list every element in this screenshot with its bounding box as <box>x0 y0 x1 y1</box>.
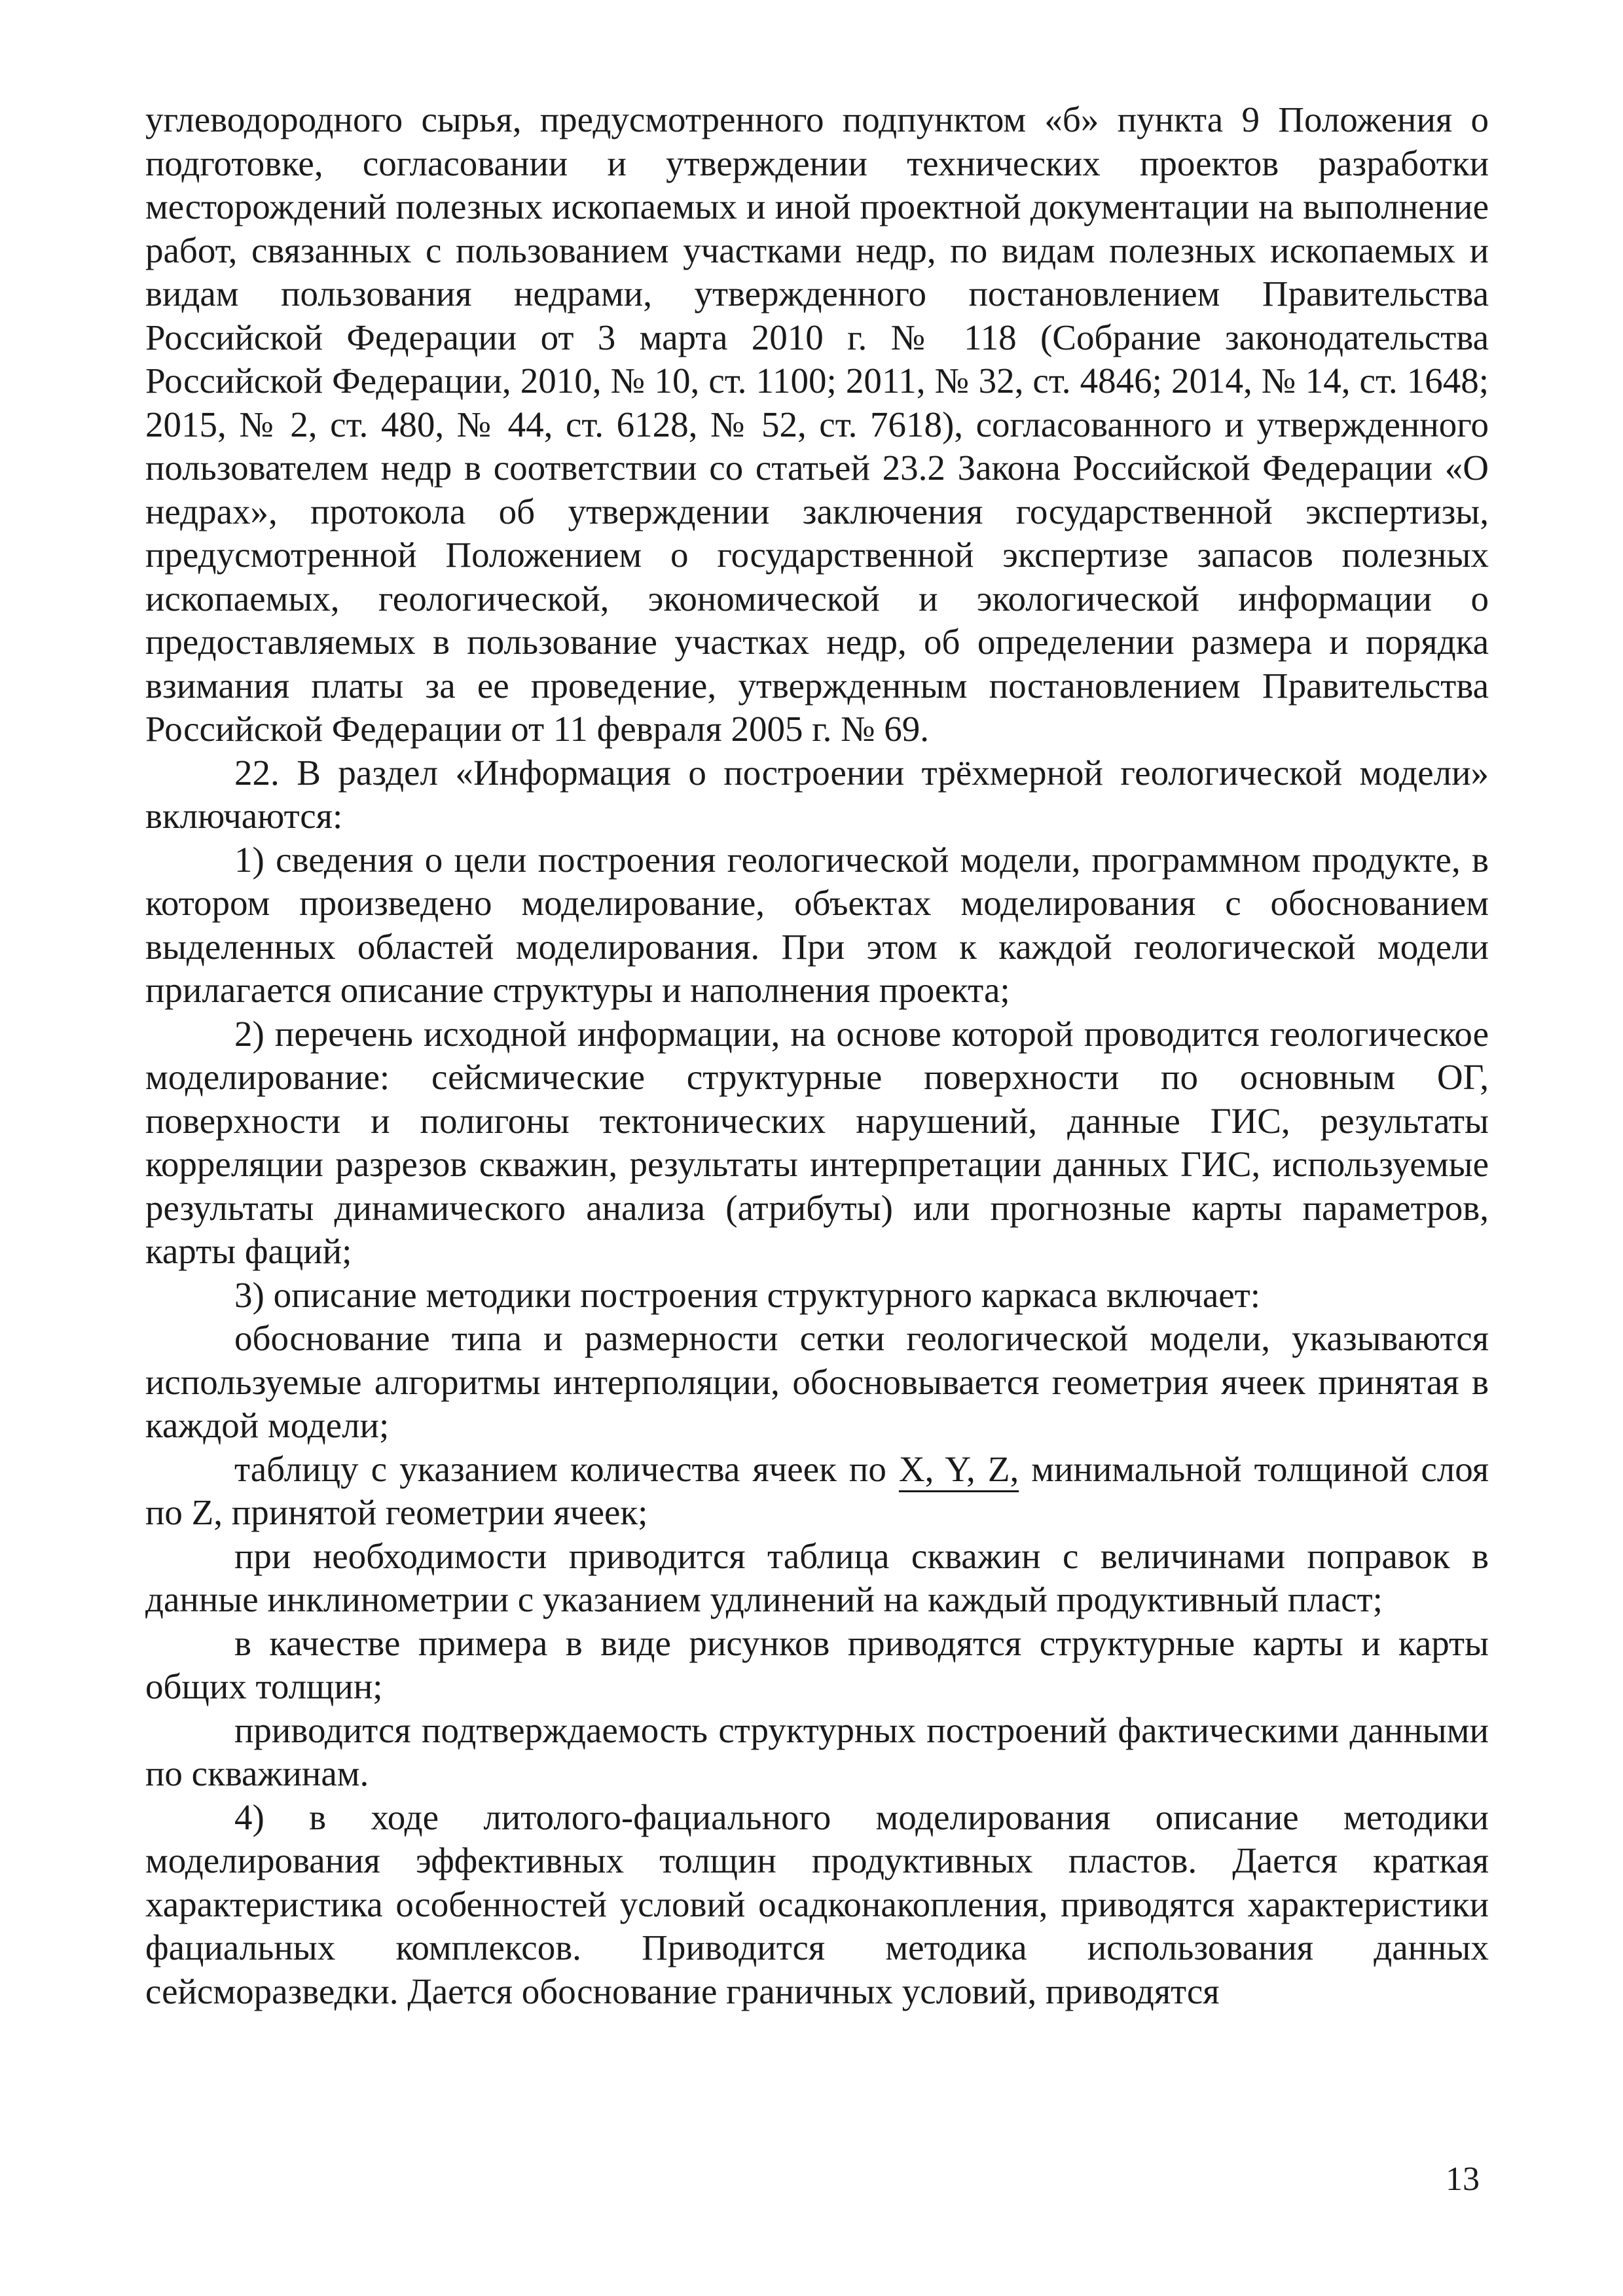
list-item-3-example-maps: в качестве примера в виде рисунков приводятся структурные карты и карты общих толщин; <box>145 1623 1489 1706</box>
cell-table-text-after: минимальной толщиной слоя по Z, принятой геометрии ячеек; <box>145 1448 1489 1532</box>
list-item-3-grid-justification: обоснование типа и размерности сетки геологической модели, указываются используемые алгоритмы интерполяции, обосновывается геометрия ячеек принятая в каждой модели; <box>145 1318 1489 1445</box>
page-number: 13 <box>1446 2161 1480 2198</box>
list-item-3: 3) описание методики построения структурного каркаса включает: <box>234 1274 1260 1315</box>
list-item-3-inclinometry-table: при необходимости приводится таблица скважин с величинами поправок в данные инклинометрии с указанием удлинений на каждый продуктивный пласт; <box>145 1535 1489 1619</box>
list-item-1: 1) сведения о цели построения геологической модели, программном продукте, в котором произведено моделирование, объектах моделирования с обоснованием выделенных областей моделирования. При этом к каждой геологической модели прилагается описание структуры и наполнения проекта; <box>145 839 1489 1010</box>
body-text <box>145 98 1489 2013</box>
list-item-3-confirmation: приводится подтверждаемость структурных построений фактическими данными по скважинам. <box>145 1710 1489 1793</box>
cell-table-text-before: таблицу с указанием количества ячеек по <box>234 1448 899 1489</box>
list-item-2: 2) перечень исходной информации, на основе которой проводится геологическое моделирование: сейсмические структурные поверхности по основным ОГ, поверхности и полигоны тектонических нарушений, данные ГИС, результаты корреляции разрезов скважин, результаты интерпретации данных ГИС, используемые результаты динамического анализа (атрибуты) или прогнозные карты параметров, карты фаций; <box>145 1013 1489 1271</box>
section-22-heading: 22. В раздел «Информация о построении трёхмерной геологической модели» включаются: <box>145 752 1489 836</box>
intro-paragraph: углеводородного сырья, предусмотренного подпунктом «б» пункта 9 Положения о подготовке, согласовании и утверждении технических проектов разработки месторождений полезных ископаемых и иной проектной документации на выполнение работ, связанных с пользованием участками недр, по видам полезных ископаемых и видам пользования недрами, утвержденного постановлением Правительства Российской Федерации от 3 марта 2010 г. № 118 (Собрание законодательства Российской Федерации, 2010, № 10, ст. 1100; 2011, № 32, ст. 4846; 2014, № 14, ст. 1648; 2015, № 2, ст. 480, № 44, ст. 6128, № 52, ст. 7618), согласованного и утвержденного пользователем недр в соответствии со статьей 23.2 Закона Российской Федерации «О недрах», протокола об утверждении заключения государственной экспертизы, предусмотренной Положением о государственной экспертизе запасов полезных ископаемых, геологической, экономической и экологической информации о предоставляемых в пользование участках недр, об определении размера и порядка взимания платы за ее проведение, утвержденным постановлением Правительства Российской Федерации от 11 февраля 2005 г. № 69. <box>145 99 1489 749</box>
cell-table-axes: X, Y, Z, <box>898 1448 1019 1489</box>
list-item-3-cell-table <box>145 1448 1489 1535</box>
list-item-4: 4) в ходе литолого-фациального моделирования описание методики моделирования эффективных толщин продуктивных пластов. Дается краткая характеристика особенностей условий осадконакопления, приводятся характеристики фациальных комплексов. Приводится методика использования данных сейсморазведки. Дается обоснование граничных условий, приводятся <box>145 1797 1489 2011</box>
